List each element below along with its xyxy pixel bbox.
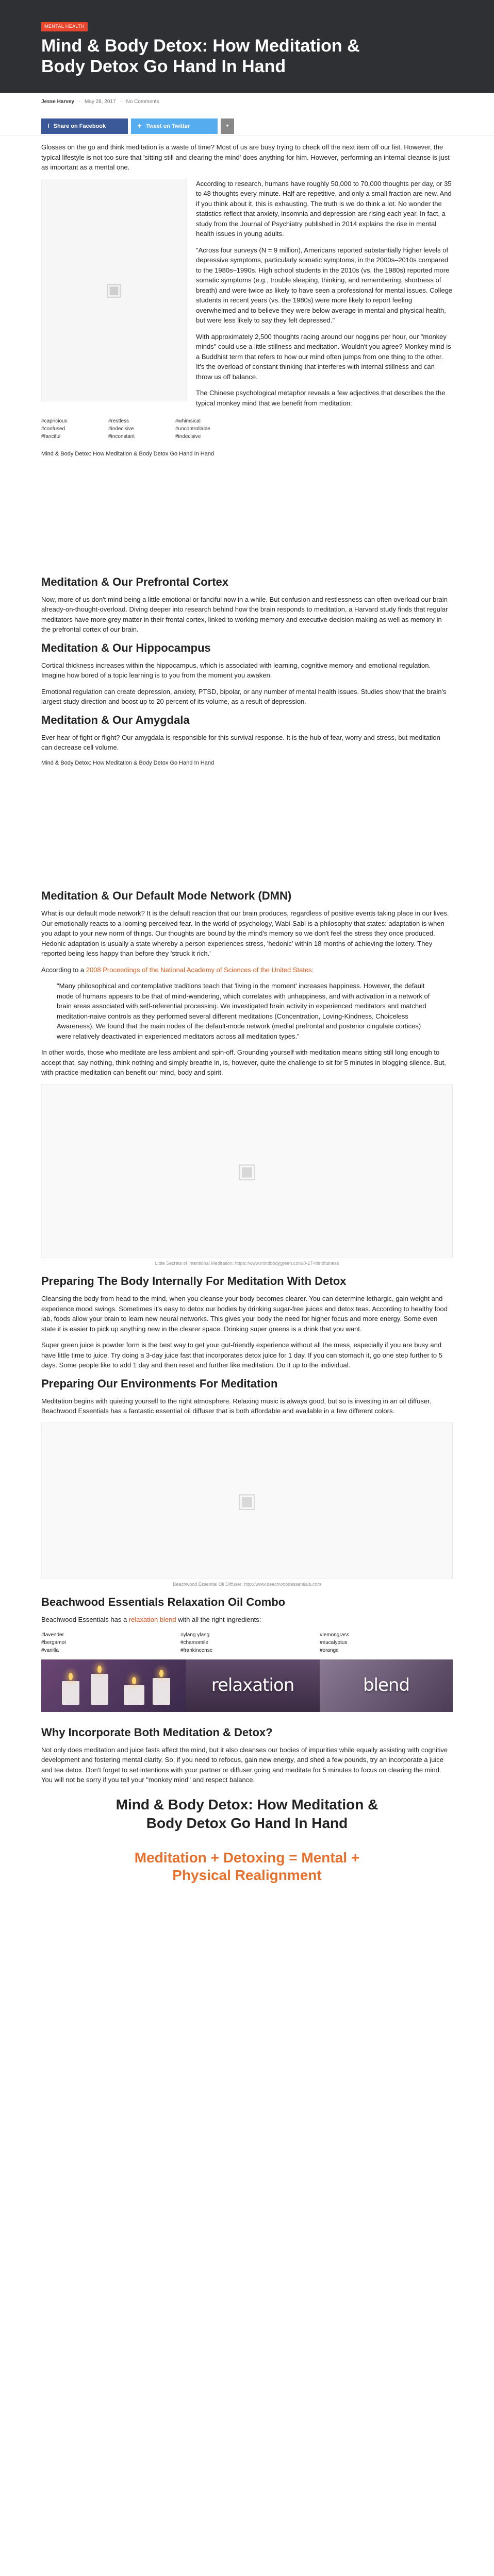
section-paragraph [41,965,453,975]
image-caption: Beachwood Essential Oil Diffuser: http://www.beachwoodessentials.com [173,1581,321,1587]
post-tag-line: Mind & Body Detox: How Meditation & Body Detox Go Hand In Hand [41,451,215,457]
section-paragraph: Ever hear of fight or flight? Our amygdala is responsible for this survival response. It is the hub of fear, worry and stress, but meditation can decrease cell volume. [41,733,440,751]
page-footer-space [41,1900,453,2497]
section-paragraph: What is our default mode network? It is the default reaction that our brain produces, regardless of positive events taking place in our lives. Our emotionally reacts to a looming perceived fear. In the world of psychology, Wabi-Sabi is a philosophy that states: adaptation is when you adapt to your new norm of things. Our thoughts are bound by the mind's memory so we don't feel the stress they once produced. Hedonic adaptation is usually a state whereby a person experiences stress, 'hedonic' within 18 months of achieving the lottery. They reported being less happy than before they 'struck it rich.' [41,909,449,957]
share-buttons [41,118,453,134]
flame-shape [132,1677,136,1684]
relaxation-blend-link[interactable]: relaxation blend [128,1616,176,1623]
section-default-mode-network [41,889,453,1267]
metaphor-paragraph: The Chinese psychological metaphor reveals a few adjectives that describes the the typical monkey mind that we benefit from meditation: [196,389,446,407]
section-hippocampus [41,641,453,707]
ingredient-item: #eucalyptus [320,1639,348,1646]
tag-item: #fanciful [41,434,61,439]
section-paragraph: Not only does meditation and juice fasts affect the mind, but it also cleanses our bodies of impurities while equally assisting with cognitive development and fostering mental clarity. So, if you need to refocus, gain new energy, and shed a few pounds, try an incorporate a juice and tea detox. Don't forget to set intentions with your partner or diffuser going and meditate for 5 minutes to focus on clearing the mind. You will not be sorry if you tell your "monkey mind" and respect balance. [41,1745,448,1784]
section-prepare-body [41,1274,453,1370]
ingredient-item: #orange [320,1647,339,1653]
section-paragraph: Cortical thickness increases within the hippocampus, which is associated with learning, cognitive memory and emotional regulation. Imagine how bored of a topic learning is to you from the moment you awaken. [41,661,431,679]
image-placeholder-icon: ▣ [237,1489,257,1512]
tag-item: #whimsical [175,418,201,424]
ingredient-item: #ylang ylang [180,1632,210,1638]
closing-title: Mind & Body Detox: How Meditation & Body Detox Go Hand In Hand [116,1796,378,1831]
article-body [0,142,494,2497]
section-paragraph: Meditation begins with quieting yourself to the right atmosphere. Relaxing music is always good, but so is investing in an oil diffuser. Beachwood Essentials has a fantastic essential oil diffuser that is both affordable and available in a few different colors. [41,1397,432,1415]
tag-item: #restless [108,418,129,424]
flame-shape [69,1673,73,1680]
image-placeholder-icon: ▣ [105,280,123,299]
section-heading: Meditation & Our Amygdala [41,713,190,726]
article-title: Mind & Body Detox: How Meditation & Body Detox Go Hand In Hand [41,36,360,76]
candle-shape [153,1678,170,1705]
monkey-mind-paragraph: With approximately 2,500 thoughts racing around our noggins per hour, our "monkey minds" could use a little stillness and meditation. Wouldn't you agree? Monkey mind is a Buddhist term that refers to how our mind often jumps from one thing to the other. It's the overload of constant thinking that interferes with internal stillness and can throw us off balance. [196,332,451,381]
thoughts-paragraph: According to research, humans have roughly 50,000 to 70,000 thoughts per day, or 35 to 48 thoughts every minute. Half are repetitive, and only a small fraction are new. And if you think about it, this is exhausting. The truth is we do think a lot. No wonder the statistics reflect that anxiety, insomnia and depression are rising each year. In fact, a study from the Journal of Psychiatry published in 2014 explains the rise in mental health issues in young adults. [196,179,452,238]
section-heading: Beachwood Essentials Relaxation Oil Combo [41,1596,286,1608]
banner-word-panel [320,1659,453,1712]
banner-word: relaxation [211,1675,294,1696]
intro-paragraph: Glosses on the go and think meditation is a waste of time? Most of us are busy trying to check off the next item off our list. However, the typical lifestyle is not too sure that 'sitting still and clearing the mind' does anything for him. However, performing an internal cleanse is just as important as a mental one. [41,143,450,171]
section-amygdala [41,713,453,768]
section-heading: Why Incorporate Both Meditation & Detox? [41,1725,273,1739]
section-prefrontal-cortex [41,575,453,635]
candle-shape [124,1685,144,1705]
section-paragraph: Emotional regulation can create depression, anxiety, PTSD, bipolar, or any number of mental health issues. Studies show that the brain's largest study direction and boost up to 20 percent of its volume, as a result of depression. [41,687,447,705]
oil-intro-prefix: Beachwood Essentials has a [41,1616,127,1623]
equation-title: Meditation + Detoxing = Mental + Physical Realignment [134,1849,360,1883]
banner-word: blend [363,1675,410,1696]
flame-shape [97,1666,102,1673]
flame-shape [159,1670,163,1677]
ingredient-item: #bergamot [41,1639,66,1646]
ingredient-item: #frankincense [180,1647,213,1653]
comments-link[interactable]: No Comments [126,99,159,105]
tag-item: #confused [41,426,65,432]
tag-item: #indecisive [175,434,201,439]
image-placeholder-icon: ▣ [237,1159,257,1182]
category-badge[interactable]: MENTAL HEALTH [41,22,88,31]
tag-item: #inconstant [108,434,135,439]
section-paragraph: Cleansing the body from head to the mind, when you cleanse your body becomes clearer. You can determine lethargic, gain weight and experience mood swings. Sometimes it's easy to detox our bodies by drinking sugar-free juices and detox teas. According to healthy food lab, foods allow your brain to learn new neural networks. This gives your body the need for higher focus and more energy. Some even state it is easier to pick up anything new in the clearer space. Drinking super greens is a drink that you want. [41,1295,448,1333]
section-paragraph: In other words, those who meditate are less ambient and spin-off. Grounding yourself with meditation means sitting still long enough to accept that, say nothing, think nothing and simply breathe in, is, however, quite the challenge to sit for 5 minutes in blogging silence. But, with practice meditation can benefit our mind, body and spirit. [41,1048,446,1076]
plus-icon: + [225,123,229,129]
twitter-share-label: Tweet on Twitter [146,123,190,129]
study-quote-paragraph: "Across four surveys (N = 9 million), Americans reported substantially higher levels of depressive symptoms, particularly somatic symptoms, in the 2000s–2010s compared to the 1980s–1990s. High school students in the 2010s (vs. the 1980s) reported more somatic symptoms (e.g., trouble sleeping, thinking, and remembering, shortness of breath) and were twice as likely to have seen a professional for mental issues. College students in recent years (vs. the 1980s) were more likely to report feeling overwhelmed and to believe they were below average in mental and physical health, but were less likely to say they felt depressed." [196,246,453,324]
article-meta: Jesse Harvey · May 28, 2017 · No Comments [41,99,159,105]
section-heading: Preparing Our Environments For Meditation [41,1377,278,1390]
citation-prefix: According to a [41,965,85,974]
article-image [41,179,187,401]
twitter-share-button[interactable] [131,118,218,134]
banner-word-panel [186,1659,320,1712]
candles-image [41,1659,186,1712]
relaxation-blend-banner[interactable] [41,1659,453,1712]
more-share-button[interactable] [221,118,234,134]
meditation-image [41,1084,453,1258]
section-paragraph: Now, more of us don't mind being a little emotional or fanciful now in a while. But confusion and restlessness can often overload our brain already-on-thought-overload. Diving deeper into research behind how the brain responds to meditation, a Harvard study finds that regular meditators have more grey matter in their frontal cortex, linked to working memory and executive decision making as well as memory in the prefrontal cortex of our brain. [41,595,448,633]
article-hero [0,0,494,93]
tag-item: #uncontrollable [175,426,210,432]
oil-intro-suffix: with all the right ingredients: [178,1616,261,1623]
section-prepare-environment [41,1377,453,1588]
image-caption: Little Secrets of Intentional Meditation: https://www.mindbodygreen.com/0-17-mindfulness [155,1260,339,1266]
facebook-share-label: Share on Facebook [53,123,106,129]
twitter-icon: ✦ [137,123,142,129]
publish-date: May 28, 2017 [84,99,116,105]
facebook-icon: f [47,123,50,129]
section-relaxation-oil [41,1595,453,1712]
section-paragraph [41,1615,453,1625]
ingredient-item: #lavender [41,1632,64,1638]
post-tag-line: Mind & Body Detox: How Meditation & Body Detox Go Hand In Hand [41,759,215,766]
diffuser-image [41,1422,453,1579]
tag-item: #indecisive [108,426,134,432]
pnas-study-link[interactable]: 2008 Proceedings of the National Academy of Sciences of the United States: [86,965,314,974]
facebook-share-button[interactable] [41,118,128,134]
monkey-mind-tags [41,417,453,440]
tag-item: #capricious [41,418,68,424]
ingredient-item: #lemongrass [320,1632,350,1638]
float-section [41,179,453,415]
ingredient-item: #vanilla [41,1647,59,1653]
section-heading: Preparing The Body Internally For Meditation With Detox [41,1275,347,1287]
ingredient-item: #chamomile [180,1639,208,1646]
candle-shape [91,1674,108,1705]
section-heading: Meditation & Our Hippocampus [41,641,211,654]
section-heading: Meditation & Our Prefrontal Cortex [41,575,229,588]
oil-ingredient-list [41,1631,453,1654]
section-paragraph: Super green juice is powder form is the best way to get your gut-friendly experience without all the mess, especially if you are busy and have little time to juice. Try doing a 3-day juice fast that incorporates detox juice for 1 day. If you can stomach it, go one step further to 5 days. Some people like to add 1 day and then reset and further like meditation. Do it up to the individual. [41,1341,443,1369]
meta-bar [0,93,494,136]
candle-shape [62,1681,79,1705]
section-heading: Meditation & Our Default Mode Network (DMN) [41,889,292,902]
pnas-quote: "Many philosophical and contemplative traditions teach that 'living in the moment' increases happiness. However, the default mode of humans appears to be that of mind-wandering, which correlates with unhappiness, and with activation in a network of brain areas associated with self-referential processing. We investigated brain activity in experienced meditators and matched meditation-naive controls as they performed several different meditations (Concentration, Loving-Kindness, Choiceless Awareness). We found that the main nodes of the default-mode network (medial prefrontal and posterior cingulate cortices) were relatively deactivated in experienced meditators across all meditation types." [57,982,430,1040]
section-why-both [41,1725,453,1785]
author-link[interactable]: Jesse Harvey [41,99,74,105]
